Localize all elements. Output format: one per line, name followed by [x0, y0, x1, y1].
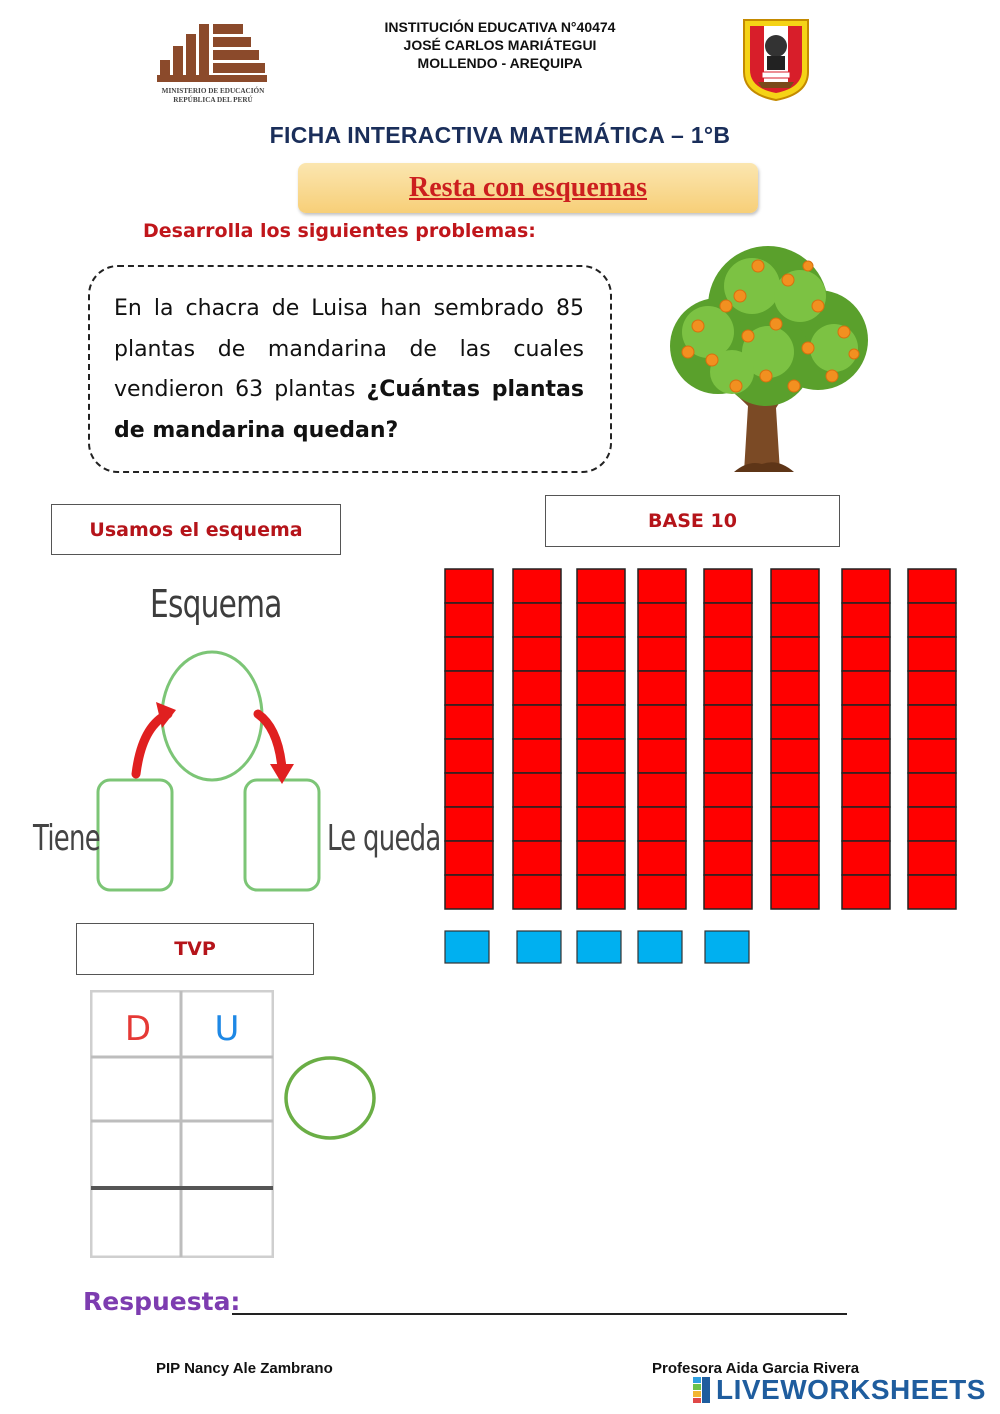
base10-section-label: BASE 10	[545, 495, 840, 547]
problem-box	[88, 265, 612, 473]
ministry-logo	[157, 22, 269, 108]
schema-section-label: Usamos el esquema	[51, 504, 341, 555]
liveworksheets-brand: LIVEWORKSHEETS	[716, 1374, 986, 1405]
tvp-cell-d-result[interactable]	[94, 1191, 179, 1254]
problem-text	[114, 289, 584, 451]
tvp-cell-u1[interactable]	[184, 1060, 270, 1119]
topic-title: Resta con esquemas	[409, 172, 647, 203]
tvp-operation-circle[interactable]	[282, 1054, 378, 1142]
unit-cube	[517, 931, 561, 963]
footer-author: PIP Nancy Ale Zambrano	[156, 1360, 333, 1377]
schema-tiene-box[interactable]	[98, 780, 172, 890]
school-crest-icon	[740, 16, 812, 102]
unit-cube	[638, 931, 682, 963]
problem-question: ¿Cuántas plantas de mandarina quedan?	[114, 377, 585, 443]
tvp-cell-d1[interactable]	[94, 1060, 179, 1119]
unit-cube	[445, 931, 489, 963]
schema-operation-circle[interactable]	[162, 652, 262, 780]
instruction-text: Desarrolla los siguientes problemas:	[143, 220, 536, 242]
tens-rod	[638, 569, 686, 909]
tens-rod	[445, 569, 493, 909]
mandarin-tree-icon	[648, 236, 876, 472]
schema-title: Esquema	[150, 582, 282, 626]
tens-rod	[842, 569, 890, 909]
unit-cube	[577, 931, 621, 963]
tens-rod	[908, 569, 956, 909]
tens-rod	[704, 569, 752, 909]
ministry-logo-line1: MINISTERIO DE EDUCACIÓN	[161, 87, 265, 95]
answer-label: Respuesta:	[83, 1287, 241, 1316]
tvp-column-d: D	[124, 1009, 152, 1049]
schema-tiene-label: Tiene	[33, 818, 100, 859]
tvp-cell-d2[interactable]	[94, 1124, 179, 1186]
footer-teacher: Profesora Aida Garcia Rivera	[652, 1360, 860, 1377]
liveworksheets-icon	[692, 1376, 712, 1404]
school-header	[300, 18, 700, 72]
answer-input[interactable]	[232, 1313, 847, 1315]
tvp-column-u: U	[214, 1009, 240, 1049]
schema-le-queda-box[interactable]	[245, 780, 319, 890]
liveworksheets-logo[interactable]	[692, 1374, 986, 1406]
topic-banner	[298, 163, 758, 213]
school-name-line: JOSÉ CARLOS MARIÁTEGUI	[403, 37, 597, 53]
ministry-logo-line2: REPÚBLICA DEL PERÚ	[173, 96, 253, 104]
problem-statement: En la chacra de Luisa han sembrado 85 plantas de mandarina de las cuales vendieron 63 plantas	[114, 296, 584, 402]
schema-le-queda-label: Le queda	[327, 818, 441, 859]
tvp-section-label: TVP	[76, 923, 314, 975]
tvp-cell-u2[interactable]	[184, 1124, 270, 1186]
page-title: FICHA INTERACTIVA MATEMÁTICA – 1°B	[269, 122, 731, 148]
base10-blocks	[440, 565, 965, 970]
tens-rod	[513, 569, 561, 909]
tvp-table	[90, 990, 274, 1258]
arrow-down-icon	[258, 714, 294, 784]
unit-cube	[705, 931, 749, 963]
tvp-cell-u-result[interactable]	[184, 1191, 270, 1254]
tens-rod	[771, 569, 819, 909]
school-name-line: INSTITUCIÓN EDUCATIVA N°40474	[384, 19, 616, 35]
tens-rod	[577, 569, 625, 909]
school-location-line: MOLLENDO - AREQUIPA	[417, 55, 583, 71]
